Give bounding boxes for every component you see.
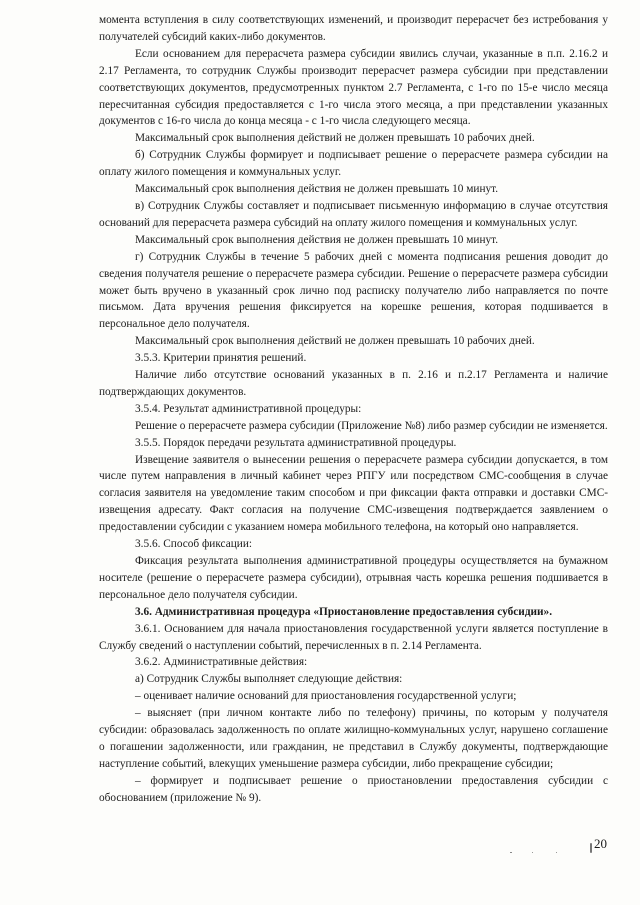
paragraph: Максимальный срок выполнения действий не должен превышать 10 рабочих дней.	[135, 132, 535, 145]
paragraph: Максимальный срок выполнения действий не должен превышать 10 рабочих дней.	[135, 335, 535, 348]
scan-speck	[590, 843, 592, 853]
paragraph: 3.5.6. Способ фиксации:	[135, 538, 253, 551]
scan-speck	[532, 852, 533, 853]
paragraph: 3.6.1. Основанием для начала приостановления государственной услуги является поступление в Службу сведений о наступлении событий, перечисленных в п. 2.14 Регламента.	[99, 622, 608, 652]
scan-speck	[510, 852, 512, 853]
paragraph: Если основанием для перерасчета размера субсидии явились случаи, указанные в п.п. 2.16.2 и 2.17 Регламента, то сотрудник Службы производит перерасчет размера субсидии при представлении соответствующих документов, предусмотренных пунктом 2.7 Регламента, с 1-го по 15-е число месяца пересчитанная субсидия предоставляется с 1-го числа этого месяца, а при представлении указанных документов с 16-го числа до конца месяца - с 1-го числа следующего месяца.	[99, 47, 608, 128]
paragraph: – формирует и подписывает решение о приостановлении предоставления субсидии с обоснованием (приложение № 9).	[99, 774, 608, 804]
paragraph: 3.6. Административная процедура «Приостановление предоставления субсидии».	[135, 605, 553, 618]
paragraph: – выясняет (при личном контакте либо по телефону) причины, по которым у получателя субсидии: образовалась задолженность по оплате жилищно-коммунальных услуг, нарушено соглашение о погашении задолженности, или гражданин, не представил в Службу документы, подтверждающие наступление событий, влекущих уменьшение размера субсидии, либо прекращение субсидии;	[99, 707, 608, 770]
paragraph: 3.5.3. Критерии принятия решений.	[135, 352, 307, 365]
scan-speck	[556, 852, 557, 853]
document-body	[99, 12, 608, 807]
paragraph: момента вступления в силу соответствующих изменений, и производит перерасчет без истребования у получателей субсидий каких-либо документов.	[99, 14, 608, 43]
paragraph: а) Сотрудник Службы выполняет следующие действия:	[135, 673, 403, 686]
paragraph: 3.6.2. Административные действия:	[135, 656, 308, 669]
paragraph: Решение о перерасчете размера субсидии (Приложение №8) либо размер субсидии не изменяется.	[135, 419, 608, 432]
paragraph: в) Сотрудник Службы составляет и подписывает письменную информацию в случае отсутствия оснований для перерасчета размера субсидий на оплату жилого помещения и коммунальных услуг.	[99, 199, 608, 229]
paragraph: г) Сотрудник Службы в течение 5 рабочих дней с момента подписания решения доводит до сведения получателя решение о перерасчете размера субсидии. Решение о перерасчете размера субсидии может быть вручено в указанный срок лично под расписку получателю либо направляется по почте письмом. Дата вручения решения фиксируется на корешке решения, которая подшивается в персональное дело получателя.	[99, 250, 608, 331]
paragraph: б) Сотрудник Службы формирует и подписывает решение о перерасчете размера субсидии на оплату жилого помещения и коммунальных услуг.	[99, 149, 608, 179]
paragraph: Максимальный срок выполнения действия не должен превышать 10 минут.	[135, 233, 499, 246]
paragraph: – оценивает наличие оснований для приостановления государственной услуги;	[135, 690, 517, 703]
paragraph: 3.5.5. Порядок передачи результата административной процедуры.	[135, 436, 457, 449]
paragraph: Извещение заявителя о вынесении решения о перерасчете размера субсидии допускается, в том числе путем направления в личный кабинет через РПГУ или посредством СМС-сообщения в случае согласия заявителя на уведомление таким способом и при фиксации факта отправки и доставки СМС-извещения адресату. Факт согласия на получение СМС-извещения подтверждается заявлением о предоставлении субсидии с указанием номера мобильного телефона, на который оно направляется.	[99, 453, 608, 534]
page-number: 20	[594, 836, 607, 851]
paragraph: Наличие либо отсутствие оснований указанных в п. 2.16 и п.2.17 Регламента и наличие подтверждающих документов.	[99, 369, 608, 398]
paragraph: Максимальный срок выполнения действия не должен превышать 10 минут.	[135, 183, 499, 196]
paragraph: Фиксация результата выполнения административной процедуры осуществляется на бумажном носителе (решение о перерасчете размера субсидии), отрывная часть корешка решения подшивается в персональное дело получателя субсидии.	[99, 555, 608, 601]
paragraph: 3.5.4. Результат административной процедуры:	[135, 402, 362, 415]
